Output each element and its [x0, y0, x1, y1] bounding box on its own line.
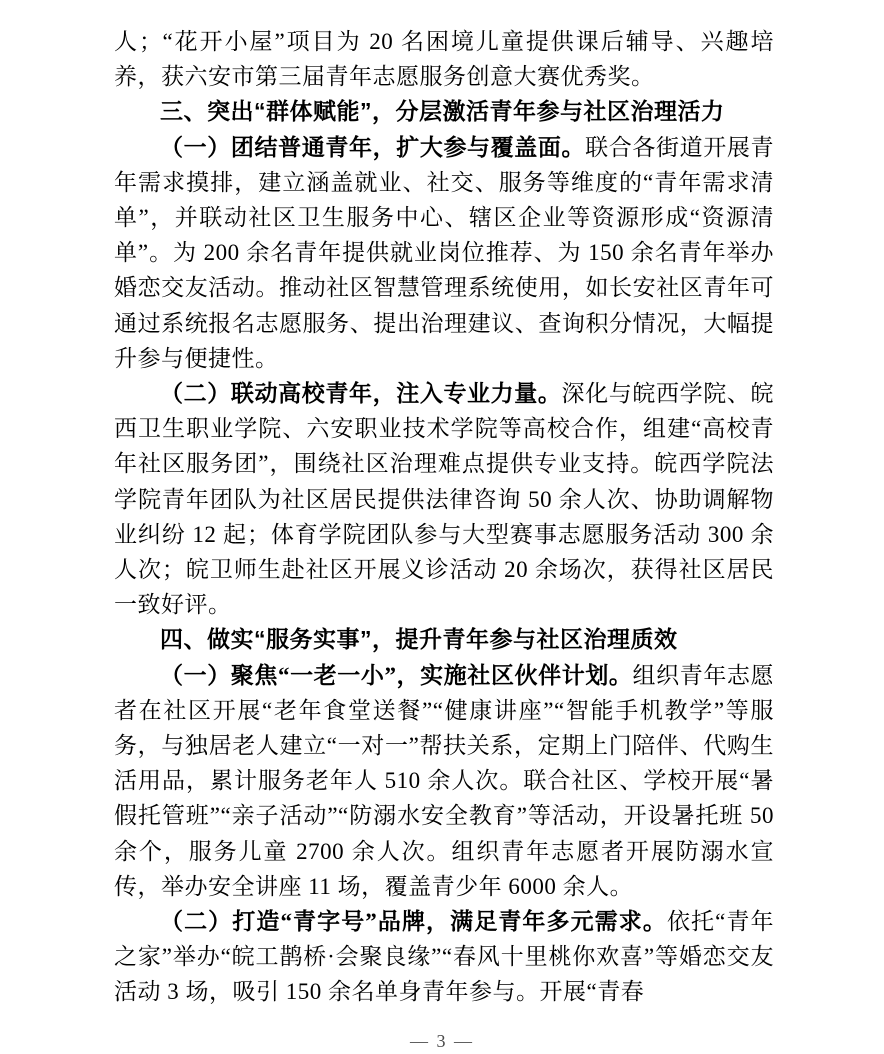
- paragraph-four-2: [114, 904, 774, 1010]
- paragraph-lead-bold: （一）团结普通青年，扩大参与覆盖面。: [160, 134, 586, 160]
- paragraph-lead-bold: 四、做实“服务实事”，提升青年参与社区治理质效: [160, 626, 678, 653]
- paragraph-lead-bold: （一）聚焦“一老一小”，实施社区伙伴计划。: [160, 662, 633, 688]
- paragraph-continuation: [114, 24, 774, 94]
- paragraph-text: 组织青年志愿者在社区开展“老年食堂送餐”“健康讲座”“智能手机教学”等服务，与独居老人建立“一对一”帮扶关系，定期上门陪伴、代购生活用品，累计服务老年人 510 余人次。联合社区、学校开展“暑假托管班”“亲子活动”“防溺水安全教育”等活动，开设暑托班 50 余个，服务儿童 2700 余人次。组织青年志愿者开展防溺水宣传，举办安全讲座 11 场，覆盖青少年 6000 余人。: [114, 662, 775, 899]
- paragraph-three-2: [114, 376, 774, 622]
- paragraph-text: 联合各街道开展青年需求摸排，建立涵盖就业、社交、服务等维度的“青年需求清单”，并联动社区卫生服务中心、辖区企业等资源形成“资源清单”。为 200 余名青年提供就业岗位推荐、为 150 余名青年举办婚恋交友活动。推动社区智慧管理系统使用，如长安社区青年可通过系统报名志愿服务、提出治理建议、查询积分情况，大幅提升参与便捷性。: [114, 134, 775, 371]
- page-footer: [0, 1028, 884, 1054]
- paragraph-lead-bold: 三、突出“群体赋能”，分层激活青年参与社区治理活力: [160, 98, 725, 125]
- section-heading-four: [114, 622, 774, 657]
- paragraph-four-1: [114, 658, 774, 904]
- paragraph-three-1: [114, 130, 774, 376]
- paragraph-lead-bold: （二）联动高校青年，注入专业力量。: [160, 381, 562, 407]
- paragraph-text: 深化与皖西学院、皖西卫生职业学院、六安职业技术学院等高校合作，组建“高校青年社区服务团”，围绕社区治理难点提供专业支持。皖西学院法学院青年团队为社区居民提供法律咨询 50 余人次、协助调解物业纠纷 12 起；体育学院团队参与大型赛事志愿服务活动 300 余人次；皖卫师生赴社区开展义诊活动 20 余场次，获得社区居民一致好评。: [114, 381, 775, 618]
- section-heading-three: [114, 94, 774, 129]
- paragraph-text: 人；“花开小屋”项目为 20 名困境儿童提供课后辅导、兴趣培养，获六安市第三届青年志愿服务创意大赛优秀奖。: [114, 29, 774, 90]
- paragraph-lead-bold: （二）打造“青字号”品牌，满足青年多元需求。: [160, 909, 667, 935]
- document-body: [114, 24, 774, 1010]
- page-number: — 3 —: [410, 1031, 474, 1051]
- paragraph-text: 依托“青年之家”举办“皖工鹊桥·会聚良缘”“春风十里桃你欢喜”等婚恋交友活动 3 场，吸引 150 余名单身青年参与。开展“青春: [114, 909, 774, 1005]
